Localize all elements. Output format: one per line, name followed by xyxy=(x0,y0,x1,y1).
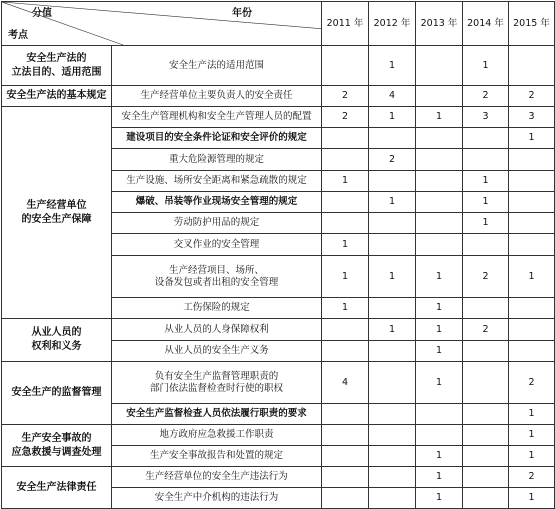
score-cell: 1 xyxy=(416,319,463,341)
score-cell: 1 xyxy=(369,46,416,86)
score-cell: 1 xyxy=(416,341,463,362)
table-body xyxy=(2,46,555,509)
score-cell xyxy=(369,404,416,425)
score-cell xyxy=(463,425,509,446)
score-cell xyxy=(509,46,555,86)
topic-cell: 安全生产中介机构的违法行为 xyxy=(112,488,322,509)
score-cell: 1 xyxy=(416,446,463,467)
score-cell xyxy=(509,213,555,234)
score-cell xyxy=(509,192,555,213)
score-cell xyxy=(322,46,369,86)
topic-cell: 生产安全事故报告和处置的规定 xyxy=(112,446,322,467)
score-cell xyxy=(322,128,369,149)
score-cell xyxy=(509,319,555,341)
score-cell: 1 xyxy=(416,256,463,298)
score-cell xyxy=(416,86,463,107)
topic-cell: 生产设施、场所安全距离和紧急疏散的规定 xyxy=(112,171,322,192)
score-cell xyxy=(369,341,416,362)
category-cell: 安全生产法的基本规定 xyxy=(2,86,112,107)
topic-cell: 负有安全生产监督管理职责的 部门依法监督检查时行使的职权 xyxy=(112,362,322,404)
table-row xyxy=(2,467,555,488)
score-cell: 1 xyxy=(322,171,369,192)
score-cell: 1 xyxy=(369,107,416,128)
score-cell: 1 xyxy=(463,46,509,86)
corner-label-year: 年份 xyxy=(232,8,252,19)
score-cell xyxy=(463,446,509,467)
score-cell xyxy=(369,128,416,149)
corner-label-topic: 考点 xyxy=(8,30,28,41)
year-header: 2013 年 xyxy=(416,2,463,46)
score-cell xyxy=(369,488,416,509)
score-cell xyxy=(463,149,509,171)
score-cell xyxy=(322,467,369,488)
category-cell: 安全生产的监督管理 xyxy=(2,362,112,425)
corner-header-cell xyxy=(2,2,322,46)
header-row xyxy=(2,2,555,46)
year-header: 2011 年 xyxy=(322,2,369,46)
topic-cell: 安全生产法的适用范围 xyxy=(112,46,322,86)
topic-cell: 安全生产监督检查人员依法履行职责的要求 xyxy=(112,404,322,425)
topic-cell: 生产经营单位的安全生产违法行为 xyxy=(112,467,322,488)
score-cell: 2 xyxy=(509,362,555,404)
score-cell xyxy=(416,192,463,213)
score-cell xyxy=(463,467,509,488)
score-cell xyxy=(369,446,416,467)
topic-cell: 从业人员的人身保障权利 xyxy=(112,319,322,341)
score-cell: 4 xyxy=(322,362,369,404)
score-cell xyxy=(509,171,555,192)
score-cell xyxy=(509,149,555,171)
year-header: 2012 年 xyxy=(369,2,416,46)
score-cell xyxy=(369,298,416,319)
category-cell: 生产经营单位 的安全生产保障 xyxy=(2,107,112,319)
score-cell xyxy=(322,319,369,341)
score-cell: 2 xyxy=(463,86,509,107)
score-cell xyxy=(322,488,369,509)
score-cell xyxy=(463,362,509,404)
score-cell: 1 xyxy=(322,256,369,298)
category-cell: 安全生产法的 立法目的、适用范围 xyxy=(2,46,112,86)
topic-cell: 地方政府应急救援工作职责 xyxy=(112,425,322,446)
topic-cell: 从业人员的安全生产义务 xyxy=(112,341,322,362)
table-row xyxy=(2,107,555,128)
score-cell: 1 xyxy=(322,298,369,319)
score-cell xyxy=(509,298,555,319)
score-cell xyxy=(463,404,509,425)
score-cell xyxy=(322,341,369,362)
score-cell: 3 xyxy=(509,107,555,128)
score-cell: 2 xyxy=(322,107,369,128)
score-cell: 1 xyxy=(463,213,509,234)
score-cell xyxy=(369,213,416,234)
score-cell xyxy=(322,446,369,467)
score-cell: 1 xyxy=(416,467,463,488)
score-cell: 1 xyxy=(509,404,555,425)
score-cell xyxy=(416,234,463,256)
topic-cell: 劳动防护用品的规定 xyxy=(112,213,322,234)
category-cell: 生产安全事故的 应急救援与调查处理 xyxy=(2,425,112,467)
score-cell xyxy=(416,425,463,446)
score-cell: 1 xyxy=(509,446,555,467)
score-cell: 2 xyxy=(463,256,509,298)
score-cell: 1 xyxy=(369,256,416,298)
score-cell: 1 xyxy=(509,488,555,509)
score-cell xyxy=(463,128,509,149)
score-cell xyxy=(416,213,463,234)
table-row xyxy=(2,319,555,341)
score-cell: 1 xyxy=(416,362,463,404)
score-cell: 1 xyxy=(416,298,463,319)
topic-cell: 生产经营单位主要负责人的安全责任 xyxy=(112,86,322,107)
score-cell xyxy=(322,425,369,446)
score-cell xyxy=(369,234,416,256)
score-cell xyxy=(369,467,416,488)
category-cell: 从业人员的 权利和义务 xyxy=(2,319,112,362)
score-cell xyxy=(416,128,463,149)
category-cell: 安全生产法律责任 xyxy=(2,467,112,509)
score-cell: 4 xyxy=(369,86,416,107)
score-cell xyxy=(509,234,555,256)
year-header: 2015 年 xyxy=(509,2,555,46)
score-cell xyxy=(463,234,509,256)
score-cell xyxy=(416,149,463,171)
score-cell: 1 xyxy=(369,192,416,213)
score-cell: 1 xyxy=(509,128,555,149)
year-header: 2014 年 xyxy=(463,2,509,46)
score-cell xyxy=(322,149,369,171)
score-cell xyxy=(369,362,416,404)
topic-cell: 工伤保险的规定 xyxy=(112,298,322,319)
score-cell: 2 xyxy=(509,467,555,488)
score-cell: 3 xyxy=(463,107,509,128)
score-cell xyxy=(369,171,416,192)
score-cell xyxy=(322,192,369,213)
topic-cell: 生产经营项目、场所、 设备发包或者出租的安全管理 xyxy=(112,256,322,298)
score-cell xyxy=(509,341,555,362)
topic-cell: 交叉作业的安全管理 xyxy=(112,234,322,256)
topic-cell: 建设项目的安全条件论证和安全评价的规定 xyxy=(112,128,322,149)
table-row xyxy=(2,362,555,404)
exam-points-table xyxy=(1,1,555,509)
score-cell xyxy=(416,46,463,86)
topic-cell: 安全生产管理机构和安全生产管理人员的配置 xyxy=(112,107,322,128)
score-cell: 1 xyxy=(463,171,509,192)
score-cell xyxy=(463,298,509,319)
score-cell xyxy=(416,404,463,425)
table-row xyxy=(2,46,555,86)
score-cell: 1 xyxy=(369,319,416,341)
score-cell xyxy=(463,341,509,362)
score-cell xyxy=(322,404,369,425)
topic-cell: 重大危险源管理的规定 xyxy=(112,149,322,171)
score-cell: 1 xyxy=(322,234,369,256)
table-row xyxy=(2,86,555,107)
score-cell: 2 xyxy=(369,149,416,171)
score-cell: 2 xyxy=(322,86,369,107)
score-cell xyxy=(369,425,416,446)
score-cell: 1 xyxy=(509,425,555,446)
score-cell xyxy=(416,171,463,192)
score-cell: 1 xyxy=(509,256,555,298)
score-cell: 1 xyxy=(416,107,463,128)
topic-cell: 爆破、吊装等作业现场安全管理的规定 xyxy=(112,192,322,213)
score-cell xyxy=(322,213,369,234)
table-row xyxy=(2,425,555,446)
score-cell: 2 xyxy=(463,319,509,341)
score-cell xyxy=(463,488,509,509)
score-cell: 1 xyxy=(463,192,509,213)
score-cell: 2 xyxy=(509,86,555,107)
score-cell: 1 xyxy=(416,488,463,509)
corner-label-score: 分值 xyxy=(32,8,52,19)
